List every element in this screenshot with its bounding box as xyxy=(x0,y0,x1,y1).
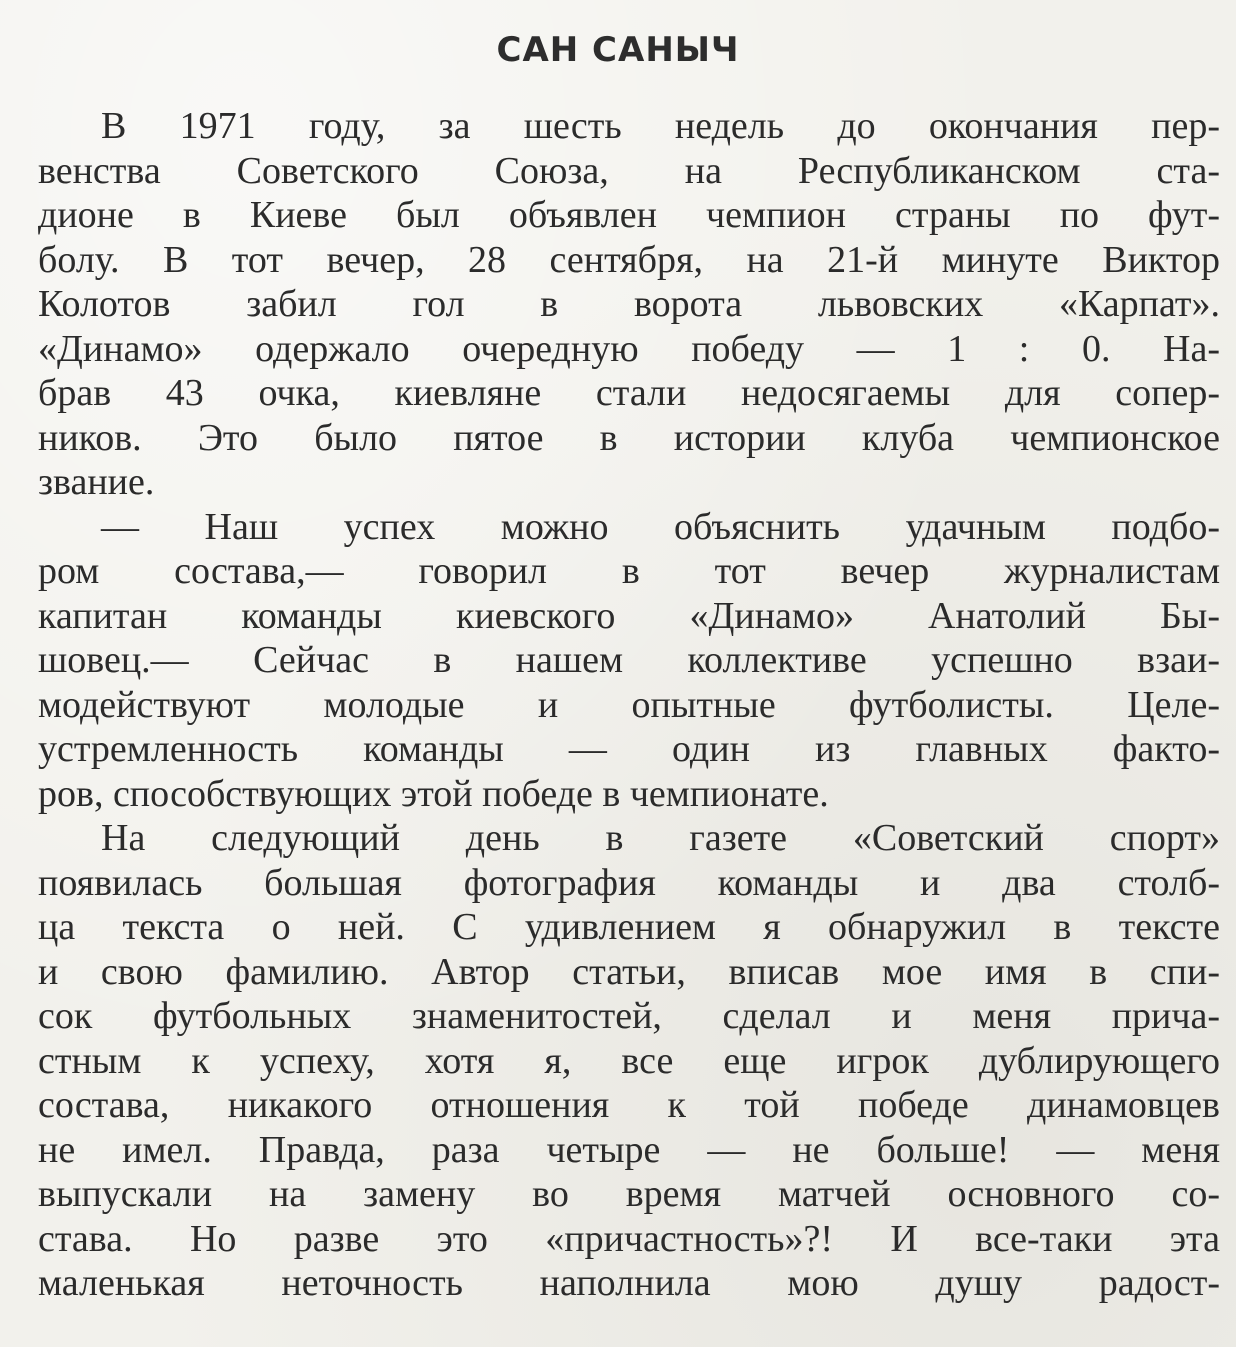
text-line: капитан команды киевского «Динамо» Анатолий Бы- xyxy=(38,594,1220,637)
text-line: В 1971 году, за шесть недель до окончания пер- xyxy=(101,105,1220,147)
text-line: и свою фамилию. Автор статьи, вписав мое имя в спи- xyxy=(38,950,1220,993)
text-line: брав 43 очка, киевляне стали недосягаемы для сопер- xyxy=(38,372,1220,414)
text-line: дионе в Киеве был объявлен чемпион страны по фут- xyxy=(38,194,1220,236)
text-line: стным к успеху, хотя я, все еще игрок дублирующего xyxy=(38,1039,1220,1082)
text-line: сок футбольных знаменитостей, сделал и меня прича- xyxy=(38,995,1220,1037)
text-line: става. Но разве это «причастность»?! И все-таки эта xyxy=(38,1217,1220,1260)
text-line: шовец.— Сейчас в нашем коллективе успешно взаи- xyxy=(38,639,1220,681)
text-line: На следующий день в газете «Советский спорт» xyxy=(101,817,1220,859)
text-line: «Динамо» одержало очередную победу — 1 : 0. На- xyxy=(38,327,1220,370)
text-line: появилась большая фотография команды и два столб- xyxy=(38,861,1220,904)
text-line: ром состава,— говорил в тот вечер журналистам xyxy=(38,550,1220,592)
text-line: устремленность команды — один из главных факто- xyxy=(38,728,1220,770)
text-line: выпускали на замену во время матчей основного со- xyxy=(38,1173,1220,1215)
chapter-title: САН САНЫЧ xyxy=(496,30,740,70)
text-line: модействуют молодые и опытные футболисты. Целе- xyxy=(38,683,1220,726)
body-text xyxy=(38,104,1220,1306)
text-line: звание. xyxy=(38,461,155,503)
text-line: маленькая неточность наполнила мою душу радост- xyxy=(38,1262,1220,1304)
text-line: состава, никакого отношения к той победе динамовцев xyxy=(38,1084,1220,1126)
text-line: венства Советского Союза, на Республиканском ста- xyxy=(38,149,1220,192)
text-line: ников. Это было пятое в истории клуба чемпионское xyxy=(38,416,1220,459)
text-line: Колотов забил гол в ворота львовских «Карпат». xyxy=(38,283,1220,325)
text-line: ров, способствующих этой победе в чемпионате. xyxy=(38,772,829,815)
text-line: — Наш успех можно объяснить удачным подбо- xyxy=(101,505,1220,548)
text-line: ца текста о ней. С удивлением я обнаружил в тексте xyxy=(38,906,1220,948)
text-line: не имел. Правда, раза четыре — не больше! — меня xyxy=(38,1128,1220,1171)
text-line: болу. В тот вечер, 28 сентября, на 21-й минуте Виктор xyxy=(38,238,1220,281)
